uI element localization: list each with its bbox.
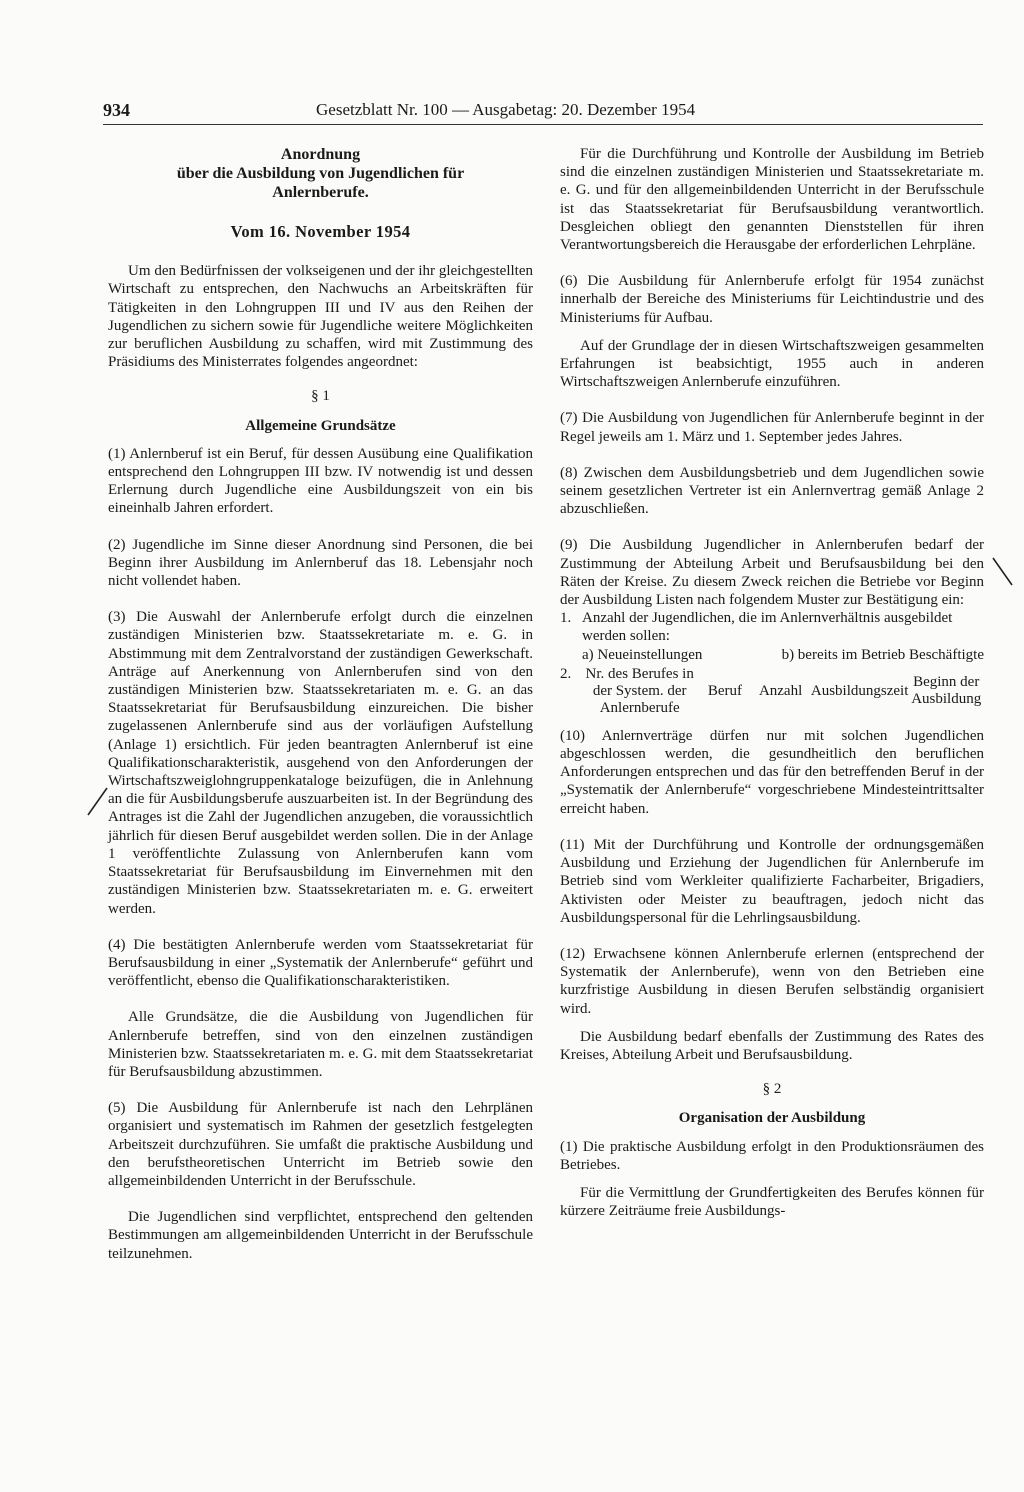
muster-item-1 <box>560 609 984 645</box>
muster-item-1-number: 1. <box>560 610 572 627</box>
title-line-2: über die Ausbildung von Jugendlichen für <box>176 165 465 182</box>
paragraph-1-6: (6) Die Ausbildung für Anlernberufe erfolgt für 1954 zunächst innerhalb der Bereiche des Ministeriums für Leichtindustrie und des Ministeriums für Aufbau. <box>560 273 984 326</box>
right-column <box>560 145 984 1220</box>
muster-item-1-text: Anzahl der Jugendlichen, die im Anlernverhältnis ausgebildet werden sollen: <box>582 610 953 645</box>
paragraph-1-12b: Die Ausbildung bedarf ebenfalls der Zustimmung des Rates des Kreises, Abteilung Arbeit und Berufsausbildung. <box>560 1028 984 1063</box>
paragraph-1-4: (4) Die bestätigten Anlernberufe werden vom Staatssekretariat für Berufsausbildung in einer „Systematik der Anlernberufe“ geführt und veröffentlicht, ebenso die Qualifikationscharakteristiken. <box>108 936 533 990</box>
muster-table <box>560 666 984 717</box>
paragraph-2-1: (1) Die praktische Ausbildung erfolgt in den Produktionsräumen des Betriebes. <box>560 1138 984 1173</box>
paragraph-1-11: (11) Mit der Durchführung und Kontrolle der ordnungsgemäßen Ausbildung und Erziehung der Jugendlichen für Anlernberufe im Betrieb sind vom Werkleiter qualifizierte Facharbeiter, Brigadiers, Aktivisten oder Meister zu beauftragen, jedoch nicht das Ausbildungspersonal für die Lehrlingsausbildung. <box>560 836 984 926</box>
paragraph-1-1: (1) Anlernberuf ist ein Beruf, für dessen Ausübung eine Qualifikation entsprechend den Lohngruppen III bzw. IV notwendig ist und dessen Erlernung durch Jugendliche eine Ausbildungszeit von ein bis eineinhalb Jahren erfordert. <box>108 445 533 517</box>
paragraph-1-10: (10) Anlernverträge dürfen nur mit solchen Jugendlichen abgeschlossen werden, die gesundheitlich den beruflichen Anforderungen entsprechen und das für den betreffenden Beruf in der „Systematik der Anlernberufe“ vorgeschriebene Mindesteintrittsalter erreicht haben. <box>560 727 984 817</box>
paragraph-1-3: (3) Die Auswahl der Anlernberufe erfolgt durch die einzelnen zuständigen Ministerien bzw. Staatssekretariate m. e. G. in Abstimmung mit dem Zentralvorstand der zuständigen Gewerkschaft. Anträge auf Anerkennung von Anlernberufen sind von den zuständigen Ministerien bzw. Staatssekretariaten m. e. G. an das Staatssekretariat für Berufsausbildung einzureichen. Die bisher zugelassenen Anlernberufe sind aus der vorläufigen Aufstellung (Anlage 1) ersichtlich. Für jeden beantragten Anlernberuf ist eine Qualifikationscharakteristik, ausgehend von den Anforderungen der Wirtschaftszweiglohngruppenkataloge beizufügen, die in Anlehnung an die für Ausbildungsberufe auszuarbeiten ist. In der Begründung des Antrages ist die Zahl der Jugendlichen anzugeben, die voraussichtlich jährlich für diesen Beruf ausgebildet werden sollen. Die in der Anlage 1 veröffentlichte Zulassung von Anlernberufen kann vom Staatssekretariat für Berufsausbildung im Einvernehmen mit den zuständigen Ministerien bzw. Staatssekretariaten m. e. G. erweitert werden. <box>108 609 533 917</box>
document-title <box>108 145 533 202</box>
left-column <box>108 145 533 1263</box>
paragraph-1-5c: Für die Durchführung und Kontrolle der Ausbildung im Betrieb sind die einzelnen zuständigen Ministerien und Staatssekretariate m. e. G. und für den allgemeinbildenden Unterricht in der Berufsschule ist das Staatssekretariat für Berufsausbildung verantwortlich. Desgleichen obliegt den genannten Dienststellen für ihren Verantwortungsbereich die Herausgabe der erforderlichen Lehrpläne. <box>560 146 984 254</box>
page-header <box>103 100 983 125</box>
muster-item-1-options <box>582 646 984 664</box>
paragraph-1-2: (2) Jugendliche im Sinne dieser Anordnung sind Personen, die bei Beginn ihrer Ausbildung im Anlernberuf das 18. Lebensjahr noch nicht vollendet haben. <box>108 536 533 590</box>
title-line-3: Anlernberufe. <box>272 184 369 201</box>
paragraph-1-5b: Die Jugendlichen sind verpflichtet, entsprechend den geltenden Bestimmungen am allgemeinbildenden Unterricht in der Berufsschule teilzunehmen. <box>108 1209 533 1262</box>
margin-pencil-mark-right <box>990 555 1016 589</box>
paragraph-1-5: (5) Die Ausbildung für Anlernberufe ist nach den Lehrplänen organisiert und systematisch im Rahmen der gesetzlich festgelegten Arbeitszeit durchzuführen. Sie umfaßt die praktische Ausbildung und den berufstheoretischen Unterricht im Betrieb sowie den allgemeinbildenden Unterricht in der Berufsschule. <box>108 1100 533 1189</box>
muster-option-a: a) Neueinstellungen <box>582 646 703 663</box>
muster-col-beruf: Beruf <box>707 682 743 699</box>
page-number: 934 <box>103 100 130 120</box>
document-date: Vom 16. November 1954 <box>230 222 411 241</box>
running-title: Gesetzblatt Nr. 100 — Ausgabetag: 20. Dezember 1954 <box>316 100 696 119</box>
paragraph-1-9: (9) Die Ausbildung Jugendlicher in Anlernberufen bedarf der Zustimmung der Abteilung Arbeit und Berufsausbildung bei den Räten der Kreise. Zu diesem Zweck reichen die Betriebe vor Beginn der Ausbildung Listen nach folgendem Muster zur Bestätigung ein: <box>560 537 984 609</box>
section-1-heading: Allgemeine Grundsätze <box>245 417 396 434</box>
muster-col-beginn: Beginn der Ausbildung <box>911 674 982 708</box>
section-2-number: § 2 <box>762 1081 782 1098</box>
paragraph-1-7: (7) Die Ausbildung von Jugendlichen für Anlernberufe beginnt in der Regel jeweils am 1. März und 1. September jedes Jahres. <box>560 410 984 445</box>
muster-col-berufsnummer: Nr. des Berufes in der System. der Anlernberufe <box>585 665 694 716</box>
paragraph-1-12: (12) Erwachsene können Anlernberufe erlernen (entsprechend der Systematik der Anlernberufe), wenn von den Betrieben eine kurzfristige Ausbildung in diesen Berufen selbständig organisiert wird. <box>560 945 984 1017</box>
paragraph-1-6b: Auf der Grundlage der in diesen Wirtschaftszweigen gesammelten Erfahrungen ist beabsichtigt, 1955 auch in anderen Wirtschaftszweigen Anlernberufe einzuführen. <box>560 337 984 391</box>
section-1-number: § 1 <box>311 388 330 405</box>
paragraph-1-8: (8) Zwischen dem Ausbildungsbetrieb und dem Jugendlichen sowie seinem gesetzlichen Vertreter ist ein Anlernvertrag gemäß Anlage 2 abzuschließen. <box>560 464 984 518</box>
paragraph-1-4b: Alle Grundsätze, die die Ausbildung von Jugendlichen für Anlernberufe betreffen, sind von den einzelnen zuständigen Ministerien bzw. Staatssekretariaten m. e. G. mit dem Staatssekretariat für Berufsausbildung abzustimmen. <box>108 1009 533 1080</box>
preamble: Um den Bedürfnissen der volkseigenen und der ihr gleichgestellten Wirtschaft zu entsprechen, den Nachwuchs an Arbeitskräften für Tätigkeiten in den Lohngruppen III und IV aus den Reihen der Jugendlichen zu sichern sowie für Jugendliche weitere Möglichkeiten zur beruflichen Ausbildung zu schaffen, wird mit Zustimmung des Präsidiums des Ministerrates folgendes angeordnet: <box>108 263 533 371</box>
muster-item-2-number: 2. <box>560 665 572 682</box>
title-line-1: Anordnung <box>280 146 361 163</box>
muster-option-b: b) bereits im Betrieb Beschäftigte <box>781 646 984 663</box>
paragraph-2-1b: Für die Vermittlung der Grundfertigkeiten des Berufes können für kürzere Zeiträume freie Ausbildungs- <box>560 1184 984 1220</box>
section-2-heading: Organisation der Ausbildung <box>678 1110 866 1127</box>
margin-pencil-mark-left <box>85 785 111 819</box>
muster-col-ausbildungszeit: Ausbildungszeit <box>810 682 909 699</box>
muster-col-anzahl: Anzahl <box>758 682 803 699</box>
